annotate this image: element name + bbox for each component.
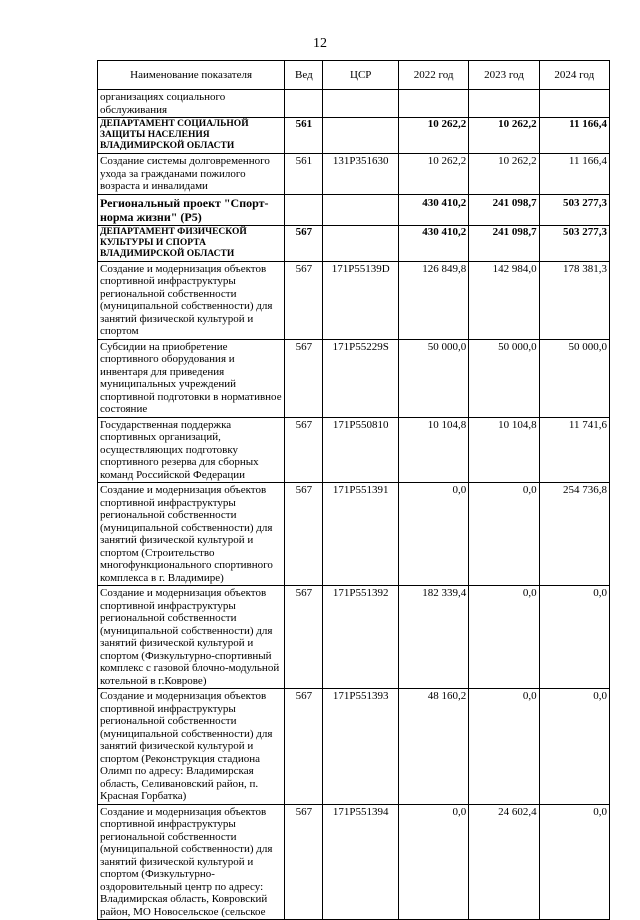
row-name: Создание и модернизация объектов спортивной инфраструктуры региональной собственности (муниципальной собственности) для занятий физической культурой и спортом (Строительство многофункционального спортивного комплекса в г. Владимире) (98, 483, 285, 586)
row-csr: 171P551394 (323, 804, 399, 920)
row-2022: 0,0 (398, 483, 468, 586)
row-2024: 178 381,3 (539, 261, 609, 339)
row-csr (323, 90, 399, 118)
row-2022: 50 000,0 (398, 339, 468, 417)
page-number: 12 (313, 36, 327, 51)
table-row (98, 339, 610, 417)
header-ved: Вед (285, 61, 323, 90)
table-row (98, 804, 610, 920)
row-ved: 567 (285, 804, 323, 920)
row-name: Создание и модернизация объектов спортивной инфраструктуры региональной собственности (муниципальной собственности) для занятий физической культурой и спортом (98, 261, 285, 339)
row-2023: 241 098,7 (469, 225, 539, 261)
header-csr: ЦСР (323, 61, 399, 90)
row-ved: 567 (285, 339, 323, 417)
table-row (98, 417, 610, 483)
row-csr: 171P551392 (323, 586, 399, 689)
row-2022: 10 104,8 (398, 417, 468, 483)
row-name: ДЕПАРТАМЕНТ ФИЗИЧЕСКОЙ КУЛЬТУРЫ И СПОРТА ВЛАДИМИРСКОЙ ОБЛАСТИ (98, 225, 285, 261)
table-header-row (98, 61, 610, 90)
row-ved: 567 (285, 689, 323, 805)
row-2022: 430 410,2 (398, 225, 468, 261)
row-2023: 10 262,2 (469, 118, 539, 154)
header-2023: 2023 год (469, 61, 539, 90)
table-row (98, 194, 610, 225)
row-2022: 126 849,8 (398, 261, 468, 339)
row-2023: 10 104,8 (469, 417, 539, 483)
row-ved: 561 (285, 118, 323, 154)
row-2022 (398, 90, 468, 118)
row-csr: 171P551393 (323, 689, 399, 805)
table-row (98, 586, 610, 689)
row-csr (323, 194, 399, 225)
row-2024: 11 166,4 (539, 154, 609, 195)
row-2024: 50 000,0 (539, 339, 609, 417)
row-2022: 48 160,2 (398, 689, 468, 805)
row-name: Создание системы долговременного ухода за гражданами пожилого возраста и инвалидами (98, 154, 285, 195)
row-ved: 567 (285, 483, 323, 586)
row-ved: 567 (285, 261, 323, 339)
row-csr (323, 118, 399, 154)
row-2023: 24 602,4 (469, 804, 539, 920)
row-csr: 171P55229S (323, 339, 399, 417)
header-2022: 2022 год (398, 61, 468, 90)
row-csr (323, 225, 399, 261)
row-ved: 567 (285, 417, 323, 483)
budget-table (97, 60, 610, 920)
row-name: Создание и модернизация объектов спортивной инфраструктуры региональной собственности (муниципальной собственности) для занятий физической культурой и спортом (Физкультурно-оздоровительный центр по адресу: Владимирская область, Ковровский район, МО Новосельское (сельское (98, 804, 285, 920)
row-csr: 171P55139D (323, 261, 399, 339)
table-row (98, 118, 610, 154)
row-2024: 11 166,4 (539, 118, 609, 154)
row-name: ДЕПАРТАМЕНТ СОЦИАЛЬНОЙ ЗАЩИТЫ НАСЕЛЕНИЯ ВЛАДИМИРСКОЙ ОБЛАСТИ (98, 118, 285, 154)
row-2023: 0,0 (469, 483, 539, 586)
table-row (98, 689, 610, 805)
row-ved: 561 (285, 154, 323, 195)
row-2024: 0,0 (539, 689, 609, 805)
row-2024: 503 277,3 (539, 225, 609, 261)
table-row (98, 261, 610, 339)
row-ved: 567 (285, 586, 323, 689)
row-2023: 0,0 (469, 586, 539, 689)
header-name: Наименование показателя (98, 61, 285, 90)
row-name: Государственная поддержка спортивных организаций, осуществляющих подготовку спортивного резерва для сборных команд Российской Федерации (98, 417, 285, 483)
row-csr: 171P550810 (323, 417, 399, 483)
row-2023: 142 984,0 (469, 261, 539, 339)
row-ved (285, 194, 323, 225)
row-name: Создание и модернизация объектов спортивной инфраструктуры региональной собственности (муниципальной собственности) для занятий физической культурой и спортом (Физкультурно-спортивный комплекс с газовой блочно-модульной котельной в г.Коврове) (98, 586, 285, 689)
row-2024: 503 277,3 (539, 194, 609, 225)
row-ved: 567 (285, 225, 323, 261)
table-row (98, 225, 610, 261)
row-2024: 254 736,8 (539, 483, 609, 586)
row-2023 (469, 90, 539, 118)
row-2024 (539, 90, 609, 118)
table-row (98, 90, 610, 118)
row-2023: 0,0 (469, 689, 539, 805)
table-row (98, 483, 610, 586)
table-row (98, 154, 610, 195)
row-2022: 10 262,2 (398, 118, 468, 154)
row-2022: 0,0 (398, 804, 468, 920)
row-2023: 241 098,7 (469, 194, 539, 225)
row-2022: 430 410,2 (398, 194, 468, 225)
row-ved (285, 90, 323, 118)
row-2024: 0,0 (539, 804, 609, 920)
row-2024: 11 741,6 (539, 417, 609, 483)
row-2024: 0,0 (539, 586, 609, 689)
row-name: Региональный проект "Спорт-норма жизни" (Р5) (98, 194, 285, 225)
row-2023: 10 262,2 (469, 154, 539, 195)
row-name: организациях социального обслуживания (98, 90, 285, 118)
header-2024: 2024 год (539, 61, 609, 90)
row-csr: 171P551391 (323, 483, 399, 586)
row-2023: 50 000,0 (469, 339, 539, 417)
row-name: Создание и модернизация объектов спортивной инфраструктуры региональной собственности (муниципальной собственности) для занятий физической культурой и спортом (Реконструкция стадиона Олимп по адресу: Владимирская область, Селивановский район, п. Красная Горбатка) (98, 689, 285, 805)
row-2022: 182 339,4 (398, 586, 468, 689)
row-csr: 131P351630 (323, 154, 399, 195)
row-2022: 10 262,2 (398, 154, 468, 195)
row-name: Субсидии на приобретение спортивного оборудования и инвентаря для приведения муниципальных учреждений спортивной подготовки в нормативное состояние (98, 339, 285, 417)
